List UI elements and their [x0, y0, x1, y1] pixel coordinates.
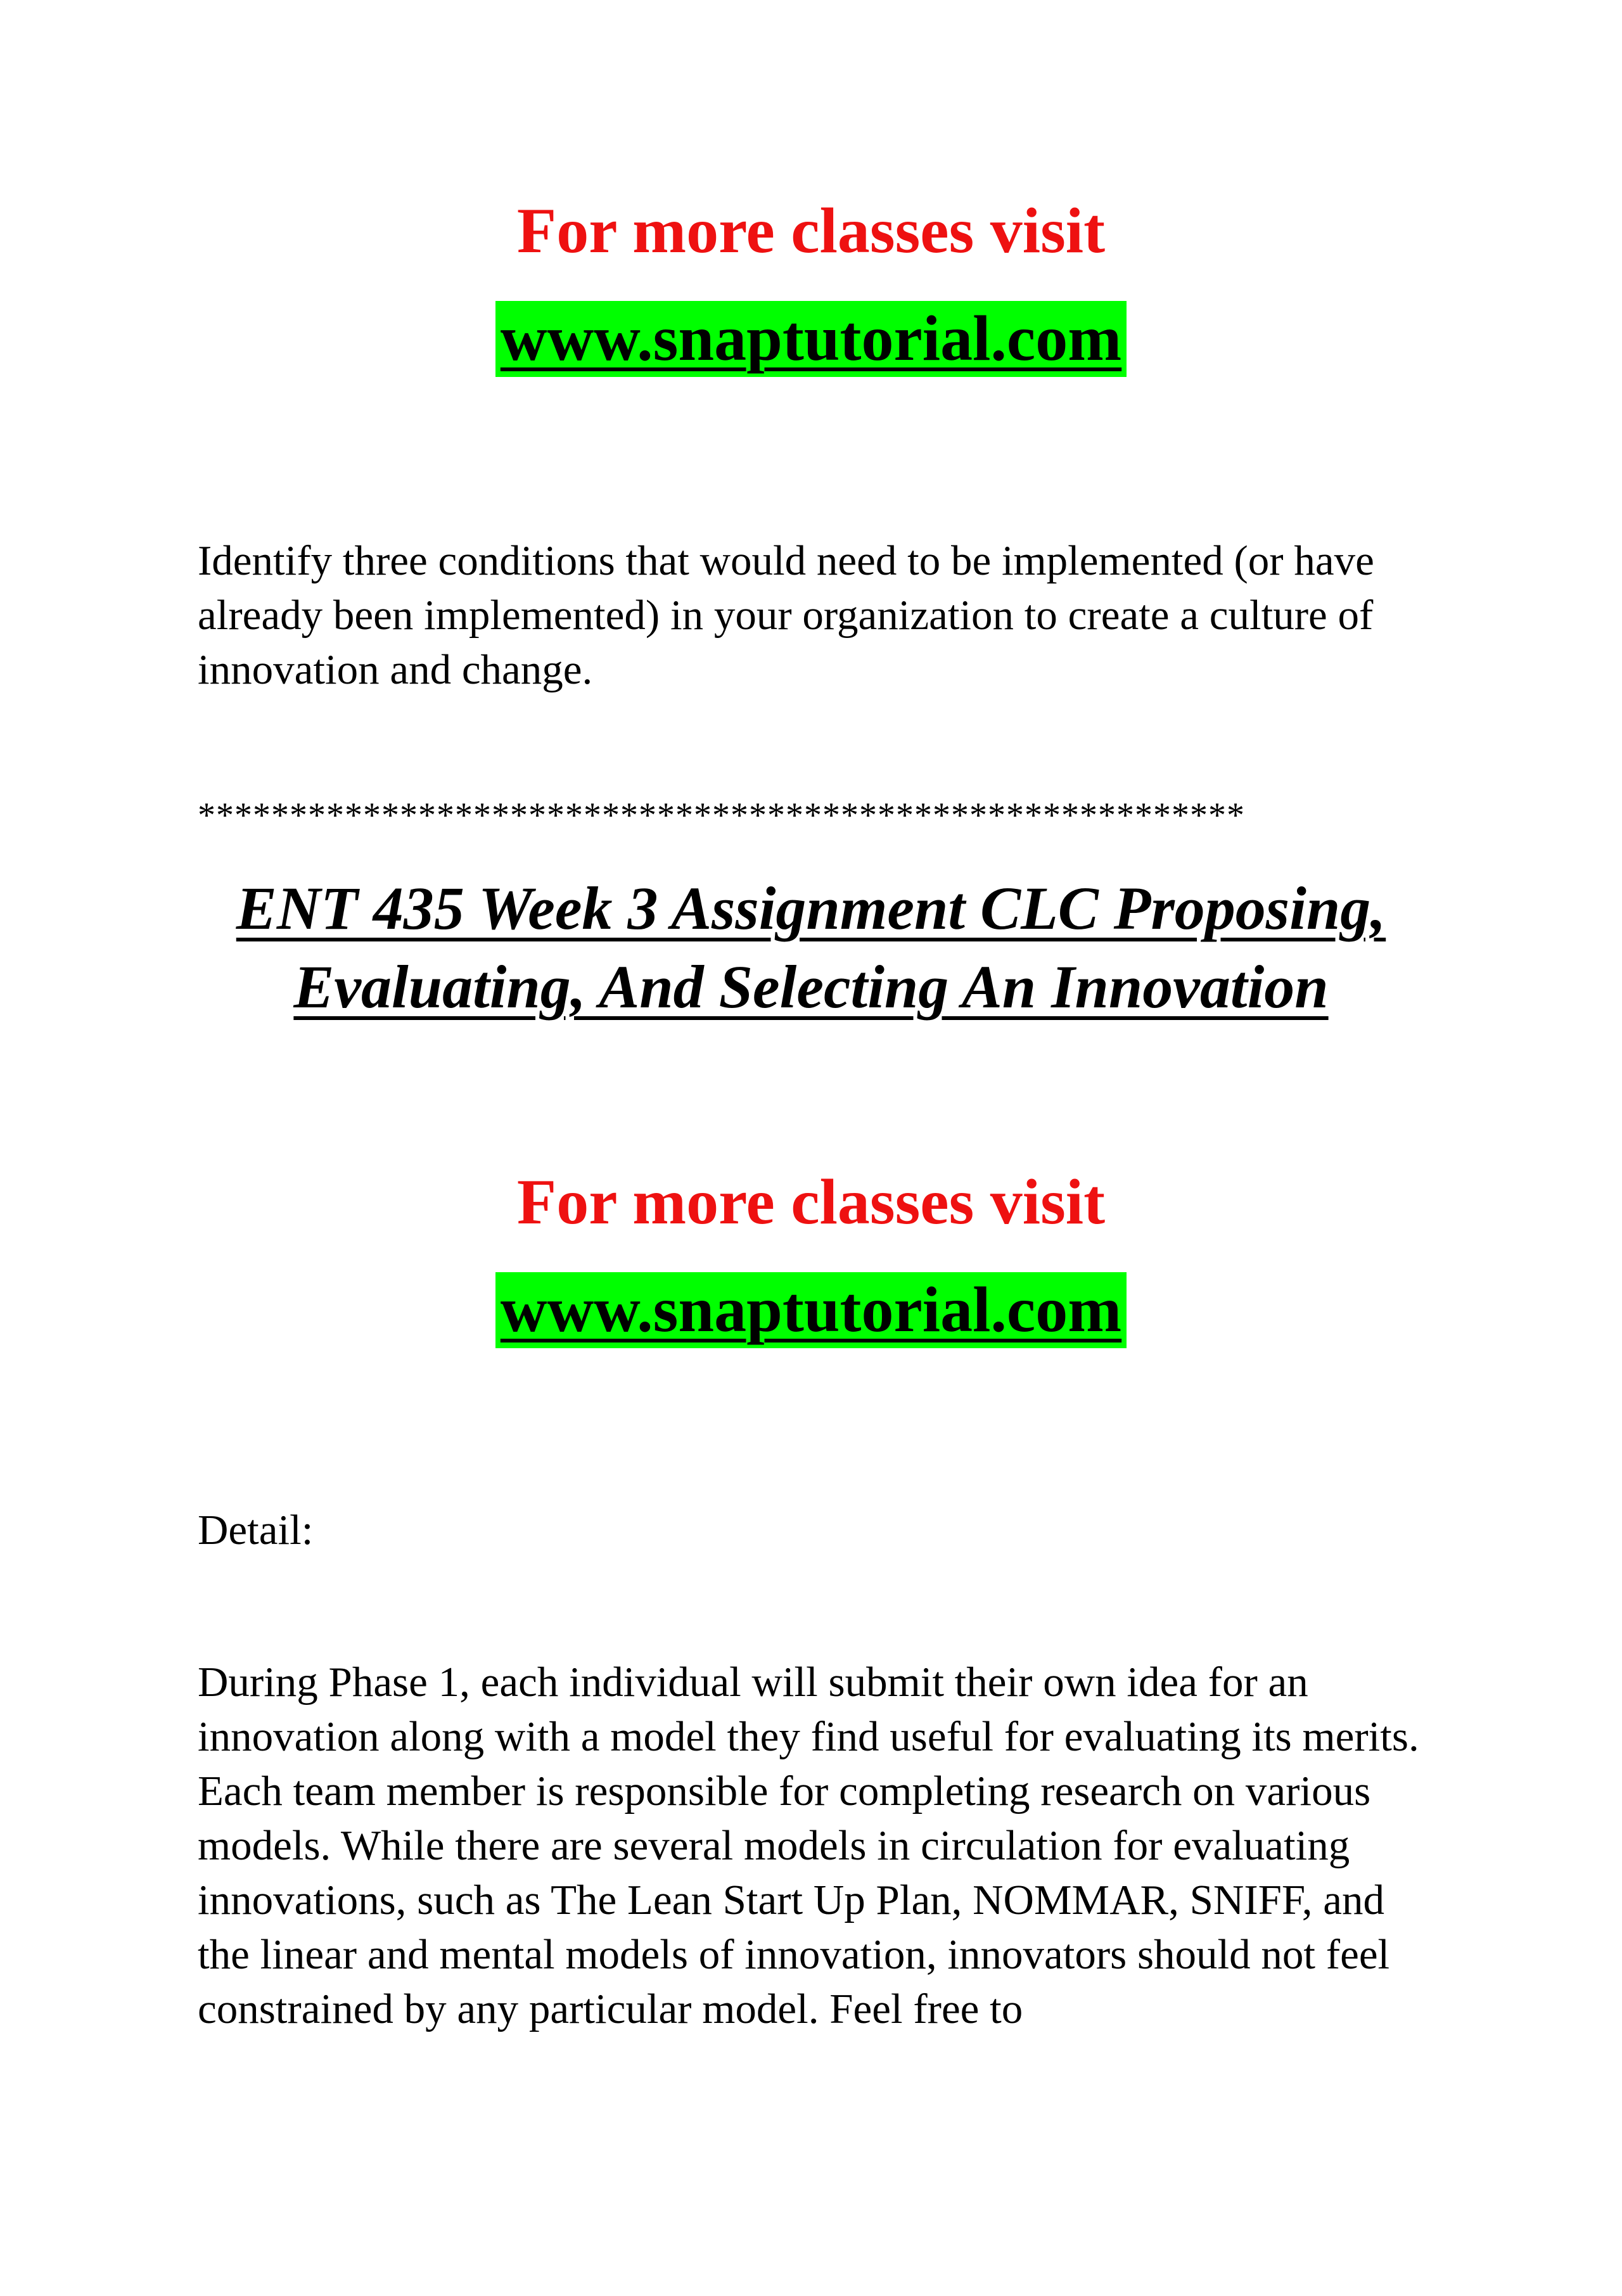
promo-block-top: [0, 193, 1622, 377]
separator-stars: *********************************************************: [198, 796, 1245, 835]
promo-title: For more classes visit: [516, 1166, 1106, 1238]
course-title-line-2: Evaluating, And Selecting An Innovation: [293, 953, 1329, 1021]
course-title-line-1: ENT 435 Week 3 Assignment CLC Proposing,: [236, 874, 1386, 942]
promo-url-link[interactable]: www.snaptutorial.com: [495, 1272, 1127, 1348]
detail-label: Detail:: [198, 1507, 314, 1553]
promo-title: For more classes visit: [516, 195, 1106, 267]
intro-paragraph: Identify three conditions that would need to be implemented (or have already been implemented) in your organization to create a culture of innovation and change.: [198, 537, 1374, 693]
detail-paragraph: During Phase 1, each individual will submit their own idea for an innovation along with a model they find useful for evaluating its merits. Each team member is responsible for completing research on various models. While there are several models in circulation for evaluating innovations, such as The Lean Start Up Plan, NOMMAR, SNIFF, and the linear and mental models of innovation, innovators should not feel constrained by any particular model. Feel free to: [198, 1659, 1419, 2032]
promo-block-bottom: [0, 1164, 1622, 1348]
promo-url-link[interactable]: www.snaptutorial.com: [495, 301, 1127, 377]
course-title: [0, 869, 1622, 1026]
